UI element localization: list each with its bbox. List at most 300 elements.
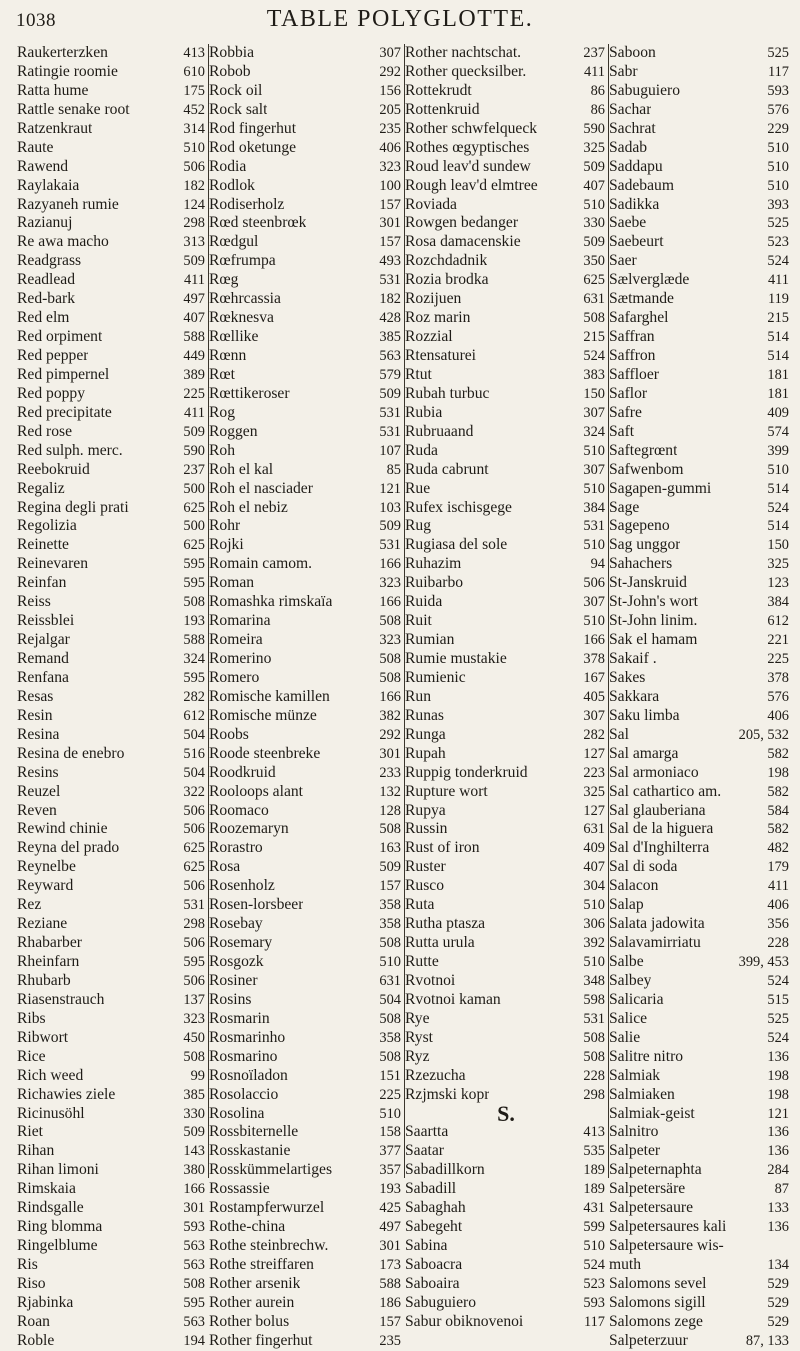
entry-term: Ring blomma — [17, 1218, 103, 1236]
entry-page-ref: 531 — [183, 897, 205, 914]
entry-term: Rosenholz — [209, 877, 275, 895]
entry-page-ref: 574 — [767, 423, 789, 440]
entry-page-ref: 510 — [379, 954, 401, 970]
index-entry — [16, 1275, 208, 1294]
entry-page-ref: 482 — [767, 840, 789, 857]
entry-page-ref: 529 — [767, 1294, 789, 1311]
entry-term: Safarghel — [609, 309, 669, 327]
entry-term: Salbey — [609, 971, 652, 989]
entry-page-ref: 510 — [767, 158, 789, 175]
entry-term: Rumie mustakie — [405, 650, 507, 667]
index-entry — [208, 1029, 404, 1048]
entry-term: Roh el nebiz — [209, 498, 288, 516]
entry-term: Ratta hume — [17, 81, 89, 99]
entry-term: Saffran — [609, 328, 655, 346]
page-number: 1038 — [16, 10, 56, 31]
entry-term: Rother bolus — [209, 1312, 290, 1330]
entry-page-ref: 385 — [379, 329, 401, 346]
index-entry — [404, 1180, 608, 1199]
index-entry — [404, 953, 608, 972]
entry-page-ref: 411 — [583, 63, 605, 80]
entry-term: Sabuguiero — [609, 81, 681, 99]
entry-page-ref: 134 — [767, 1257, 789, 1273]
entry-term: Roode steenbreke — [209, 744, 321, 762]
entry-term: Rtut — [405, 365, 432, 383]
index-entry — [404, 1294, 608, 1313]
entry-page-ref: 595 — [183, 669, 205, 686]
index-entry — [16, 44, 208, 63]
entry-term: Reven — [17, 801, 57, 819]
index-entry — [208, 1067, 404, 1086]
index-entry — [16, 461, 208, 480]
entry-term: Ruster — [405, 858, 446, 876]
index-entry — [608, 1086, 792, 1105]
index-entry — [404, 858, 608, 877]
entry-page-ref: 409 — [767, 404, 789, 421]
entry-page-ref: 136 — [767, 1124, 789, 1141]
entry-term: Salicaria — [609, 990, 664, 1008]
entry-term: Reiss — [17, 593, 51, 611]
index-entry — [608, 82, 792, 101]
entry-term: Rother aurein — [209, 1293, 295, 1311]
entry-page-ref: 531 — [379, 537, 401, 554]
entry-term: Sabr — [609, 62, 638, 80]
entry-page-ref: 584 — [767, 802, 789, 819]
index-entry — [16, 1029, 208, 1048]
entry-term: Rubruaand — [405, 422, 474, 440]
entry-page-ref: 166 — [183, 1181, 205, 1198]
entry-page-ref: 563 — [379, 348, 401, 364]
entry-page-ref: 582 — [767, 821, 789, 838]
entry-term: Sabina — [405, 1237, 448, 1255]
index-entry — [404, 499, 608, 518]
entry-term: Red pimpernel — [17, 365, 110, 383]
entry-term: Rother quecksilber. — [405, 62, 527, 80]
entry-term: Salpetersaure wis- — [609, 1237, 724, 1255]
entry-term: Saku limba — [609, 706, 680, 724]
entry-page-ref: 298 — [183, 916, 205, 933]
index-entry — [16, 82, 208, 101]
index-entry — [404, 783, 608, 802]
index-entry — [208, 1142, 404, 1161]
entry-term: Runas — [405, 706, 444, 724]
index-entry — [16, 1142, 208, 1161]
entry-term: Roman — [209, 574, 255, 592]
entry-page-ref: 500 — [183, 518, 205, 535]
entry-page-ref: 450 — [183, 1029, 205, 1046]
index-entry — [208, 120, 404, 139]
entry-page-ref: 406 — [379, 139, 401, 156]
index-entry — [208, 44, 404, 63]
index-entry — [404, 177, 608, 196]
entry-page-ref: 103 — [379, 499, 401, 516]
entry-term: Saft — [609, 422, 635, 440]
index-entry — [208, 404, 404, 423]
entry-term: Rosskastanie — [209, 1142, 291, 1160]
entry-term: Saffloer — [609, 365, 659, 383]
entry-term: Ruit — [405, 612, 432, 630]
entry-term: Rubia — [405, 403, 443, 421]
entry-term: Red-bark — [17, 290, 76, 308]
entry-term: Rupture wort — [405, 782, 488, 800]
entry-term: Roh el nasciader — [209, 479, 313, 497]
entry-page-ref: 181 — [767, 366, 789, 383]
entry-page-ref: 85 — [386, 461, 401, 478]
index-entry — [608, 1218, 792, 1237]
entry-term: Saartta — [405, 1123, 449, 1141]
entry-term: Romeira — [209, 631, 263, 649]
entry-page-ref: 509 — [583, 234, 605, 251]
entry-term: Ruida — [405, 593, 443, 611]
index-entry — [404, 1067, 608, 1086]
index-entry — [16, 271, 208, 290]
index-entry — [404, 612, 608, 631]
entry-page-ref: 510 — [379, 1105, 401, 1122]
entry-page-ref: 87 — [774, 1181, 789, 1198]
entry-term: Salnitro — [609, 1123, 659, 1141]
entry-page-ref: 590 — [183, 442, 205, 459]
entry-term: Ruppig tonderkruid — [405, 763, 528, 781]
entry-term: Rosmarinho — [209, 1028, 286, 1046]
entry-page-ref: 449 — [183, 348, 205, 364]
entry-term: Saflor — [609, 384, 648, 402]
entry-term: Regolizia — [17, 517, 77, 535]
entry-page-ref: 599 — [583, 1219, 605, 1236]
entry-page-ref: 504 — [183, 764, 205, 781]
index-entry — [16, 309, 208, 328]
entry-term: Reissblei — [17, 612, 75, 630]
index-entry — [16, 177, 208, 196]
entry-term: Rupah — [405, 744, 446, 762]
entry-term: Reinevaren — [17, 555, 89, 573]
index-entry — [16, 536, 208, 555]
entry-page-ref: 314 — [183, 120, 205, 137]
index-entry — [208, 347, 404, 366]
entry-term: Rimskaia — [17, 1180, 76, 1198]
index-entry — [404, 366, 608, 385]
entry-page-ref: 399 — [767, 442, 789, 459]
entry-term: Roomaco — [209, 801, 269, 819]
index-entry — [16, 953, 208, 972]
entry-term: Rosolina — [209, 1104, 265, 1122]
entry-page-ref: 515 — [767, 991, 789, 1008]
index-entry — [16, 593, 208, 612]
entry-page-ref: 563 — [183, 1257, 205, 1273]
entry-term: Romerino — [209, 650, 272, 667]
index-entry — [608, 1067, 792, 1086]
index-entry — [16, 1105, 208, 1124]
entry-term: Rock salt — [209, 100, 268, 118]
index-entry — [208, 1275, 404, 1294]
entry-term: Rough leav'd elmtree — [405, 176, 538, 194]
entry-term: Rœdgul — [209, 233, 259, 251]
entry-term: Rheinfarn — [17, 953, 80, 970]
index-entry — [608, 1123, 792, 1142]
entry-page-ref: 392 — [583, 935, 605, 952]
index-entry — [208, 934, 404, 953]
entry-page-ref: 166 — [379, 688, 401, 705]
entry-page-ref: 579 — [379, 366, 401, 383]
entry-term: Sakaif . — [609, 650, 657, 667]
index-entry — [608, 120, 792, 139]
index-entry — [608, 953, 792, 972]
index-entry — [404, 1048, 608, 1067]
index-entry — [608, 271, 792, 290]
entry-term: St-John's wort — [609, 593, 699, 611]
index-entry — [608, 991, 792, 1010]
entry-page-ref: 510 — [767, 139, 789, 156]
entry-page-ref: 399, 453 — [738, 954, 789, 970]
entry-page-ref: 508 — [583, 310, 605, 327]
entry-term: Rog — [209, 403, 235, 421]
entry-page-ref: 330 — [583, 215, 605, 232]
entry-term: Rozzial — [405, 328, 453, 346]
entry-page-ref: 510 — [583, 613, 605, 630]
index-entry — [404, 745, 608, 764]
entry-term: Rejalgar — [17, 631, 70, 649]
index-entry — [16, 290, 208, 309]
entry-term: Richawies ziele — [17, 1085, 116, 1103]
entry-page-ref: 124 — [183, 196, 205, 213]
entry-term: Runga — [405, 725, 446, 743]
entry-page-ref: 198 — [767, 1067, 789, 1084]
entry-term: Rothe streiffaren — [209, 1256, 314, 1273]
index-entry — [16, 233, 208, 252]
index-entry — [16, 783, 208, 802]
index-entry — [404, 820, 608, 839]
entry-term: Russin — [405, 820, 448, 838]
entry-term: Rothe steinbrechw. — [209, 1237, 329, 1255]
index-entry — [16, 347, 208, 366]
index-entry — [608, 233, 792, 252]
entry-term: Sabegeht — [405, 1218, 463, 1236]
entry-term: Rother nachtschat. — [405, 44, 522, 61]
entry-page-ref: 531 — [379, 404, 401, 421]
entry-term: Romarina — [209, 612, 271, 630]
index-entry — [608, 1313, 792, 1332]
entry-page-ref: 593 — [583, 1294, 605, 1311]
entry-term: Sakes — [609, 668, 646, 686]
entry-page-ref: 595 — [183, 556, 205, 573]
entry-term: Rod fingerhut — [209, 119, 297, 137]
entry-page-ref: 357 — [379, 1162, 401, 1179]
entry-page-ref: 215 — [767, 310, 789, 327]
index-entry — [208, 423, 404, 442]
entry-term: Rossassie — [209, 1180, 270, 1198]
entry-term: Red rose — [17, 422, 72, 440]
entry-page-ref: 631 — [583, 291, 605, 308]
entry-page-ref: 301 — [379, 1238, 401, 1255]
index-column-3 — [404, 44, 609, 1330]
index-entry — [208, 915, 404, 934]
entry-page-ref: 323 — [183, 1010, 205, 1027]
entry-term: Ris — [17, 1256, 38, 1273]
entry-page-ref: 508 — [183, 1275, 205, 1292]
index-entry — [208, 82, 404, 101]
entry-page-ref: 282 — [183, 688, 205, 705]
entry-term: Rice — [17, 1047, 46, 1065]
entry-page-ref: 413 — [183, 45, 205, 61]
entry-page-ref: 324 — [183, 651, 205, 667]
index-entry — [16, 991, 208, 1010]
entry-page-ref: 86 — [590, 101, 605, 118]
index-entry — [208, 745, 404, 764]
index-entry — [16, 1256, 208, 1275]
entry-term: Sak el hamam — [609, 631, 698, 649]
entry-page-ref: 535 — [583, 1143, 605, 1160]
entry-page-ref: 186 — [379, 1294, 401, 1311]
index-entry — [404, 290, 608, 309]
index-entry — [608, 934, 792, 953]
index-entry — [608, 309, 792, 328]
entry-term: Roggen — [209, 422, 258, 440]
index-entry — [208, 764, 404, 783]
entry-page-ref: 150 — [583, 385, 605, 402]
entry-term: Salitre nitro — [609, 1047, 684, 1065]
index-entry — [404, 877, 608, 896]
index-entry — [608, 290, 792, 309]
entry-term: Sagapen-gummi — [609, 479, 712, 497]
entry-page-ref: 509 — [379, 518, 401, 535]
entry-page-ref: 525 — [767, 215, 789, 232]
index-entry — [208, 517, 404, 536]
index-entry — [16, 423, 208, 442]
index-entry — [608, 347, 792, 366]
index-entry — [608, 196, 792, 215]
index-entry — [404, 1142, 608, 1161]
entry-term: Rihan limoni — [17, 1161, 99, 1179]
index-entry — [16, 802, 208, 821]
entry-page-ref: 151 — [379, 1067, 401, 1084]
entry-term: Salomons sigill — [609, 1293, 706, 1311]
entry-page-ref: 576 — [767, 688, 789, 705]
index-entry — [404, 631, 608, 650]
index-entry — [608, 442, 792, 461]
entry-term: Rock oil — [209, 81, 263, 99]
entry-page-ref: 205, 532 — [738, 726, 789, 743]
entry-term: Sal glauberiana — [609, 801, 706, 819]
entry-term: Rattle senake root — [17, 100, 130, 118]
entry-term: Sag unggor — [609, 536, 681, 554]
index-entry — [16, 158, 208, 177]
entry-term: Rzjmski kopr — [405, 1085, 490, 1103]
page-title: TABLE POLYGLOTTE. — [266, 6, 534, 32]
index-entry — [16, 214, 208, 233]
index-entry — [16, 63, 208, 82]
entry-page-ref: 215 — [583, 329, 605, 346]
entry-term: Ruda cabrunt — [405, 460, 489, 478]
index-entry — [16, 120, 208, 139]
index-entry — [404, 574, 608, 593]
entry-term: Reyna del prado — [17, 839, 120, 857]
entry-page-ref: 205 — [379, 101, 401, 118]
entry-page-ref: 625 — [183, 499, 205, 516]
entry-term: Saboacra — [405, 1256, 463, 1273]
index-entry — [208, 101, 404, 120]
entry-term: Ruibarbo — [405, 574, 464, 592]
index-entry — [208, 214, 404, 233]
entry-page-ref: 582 — [767, 783, 789, 800]
entry-page-ref: 531 — [583, 518, 605, 535]
entry-term: Saboaira — [405, 1274, 460, 1292]
index-entry — [608, 726, 792, 745]
index-entry — [208, 252, 404, 271]
entry-term: Rumian — [405, 631, 455, 649]
entry-page-ref: 523 — [583, 1275, 605, 1292]
entry-term: Salacon — [609, 877, 659, 895]
index-entry — [16, 934, 208, 953]
entry-term: Sadebaum — [609, 176, 674, 194]
entry-page-ref: 107 — [379, 442, 401, 459]
index-entry — [16, 196, 208, 215]
entry-term: Saboon — [609, 44, 656, 61]
entry-term: Roh — [209, 441, 235, 459]
entry-page-ref: 506 — [183, 821, 205, 838]
index-entry — [404, 139, 608, 158]
entry-page-ref: 189 — [583, 1162, 605, 1179]
entry-page-ref: 588 — [379, 1275, 401, 1292]
entry-term: Sætmande — [609, 290, 674, 308]
entry-term: Rufex ischisgege — [405, 498, 512, 516]
entry-term: Rich weed — [17, 1066, 84, 1084]
entry-term: St-Janskruid — [609, 574, 687, 592]
entry-page-ref: 223 — [583, 764, 605, 781]
entry-page-ref: 384 — [583, 499, 605, 516]
entry-page-ref: 304 — [583, 878, 605, 895]
entry-page-ref: 119 — [767, 291, 789, 308]
index-entry — [208, 1010, 404, 1029]
entry-term: Red orpiment — [17, 328, 103, 346]
index-entry — [208, 1256, 404, 1275]
entry-term: Rœhrcassia — [209, 290, 281, 308]
index-entry — [404, 404, 608, 423]
entry-term: Rutha ptasza — [405, 915, 486, 933]
entry-page-ref: 377 — [379, 1143, 401, 1160]
index-entry — [208, 953, 404, 972]
entry-term: Rozijuen — [405, 290, 462, 308]
index-entry — [608, 669, 792, 688]
entry-term: Ruta — [405, 896, 435, 914]
entry-page-ref: 221 — [767, 632, 789, 649]
entry-term: Rvotnoi kaman — [405, 990, 501, 1008]
entry-page-ref: 631 — [583, 821, 605, 838]
entry-term: Salice — [609, 1009, 648, 1027]
index-entry — [608, 877, 792, 896]
index-entry — [208, 1086, 404, 1105]
entry-term: Raylakaia — [17, 176, 80, 194]
entry-page-ref: 452 — [183, 101, 205, 118]
entry-page-ref: 181 — [767, 385, 789, 402]
entry-page-ref: 330 — [183, 1105, 205, 1122]
entry-page-ref: 406 — [767, 707, 789, 724]
index-entry — [208, 536, 404, 555]
entry-page-ref: 358 — [379, 916, 401, 933]
entry-page-ref: 301 — [183, 1200, 205, 1217]
index-entry — [404, 271, 608, 290]
entry-term: Rosins — [209, 990, 252, 1008]
index-entry — [208, 1161, 404, 1180]
entry-page-ref: 182 — [183, 177, 205, 194]
entry-term: Rosiner — [209, 971, 258, 989]
entry-term: Ratingie roomie — [17, 62, 118, 80]
index-entry — [16, 328, 208, 347]
entry-page-ref: 508 — [183, 594, 205, 611]
index-entry — [208, 593, 404, 612]
entry-page-ref: 508 — [379, 935, 401, 952]
index-entry — [404, 461, 608, 480]
entry-term: Ruda — [405, 441, 438, 459]
entry-term: Rosmarin — [209, 1009, 270, 1027]
